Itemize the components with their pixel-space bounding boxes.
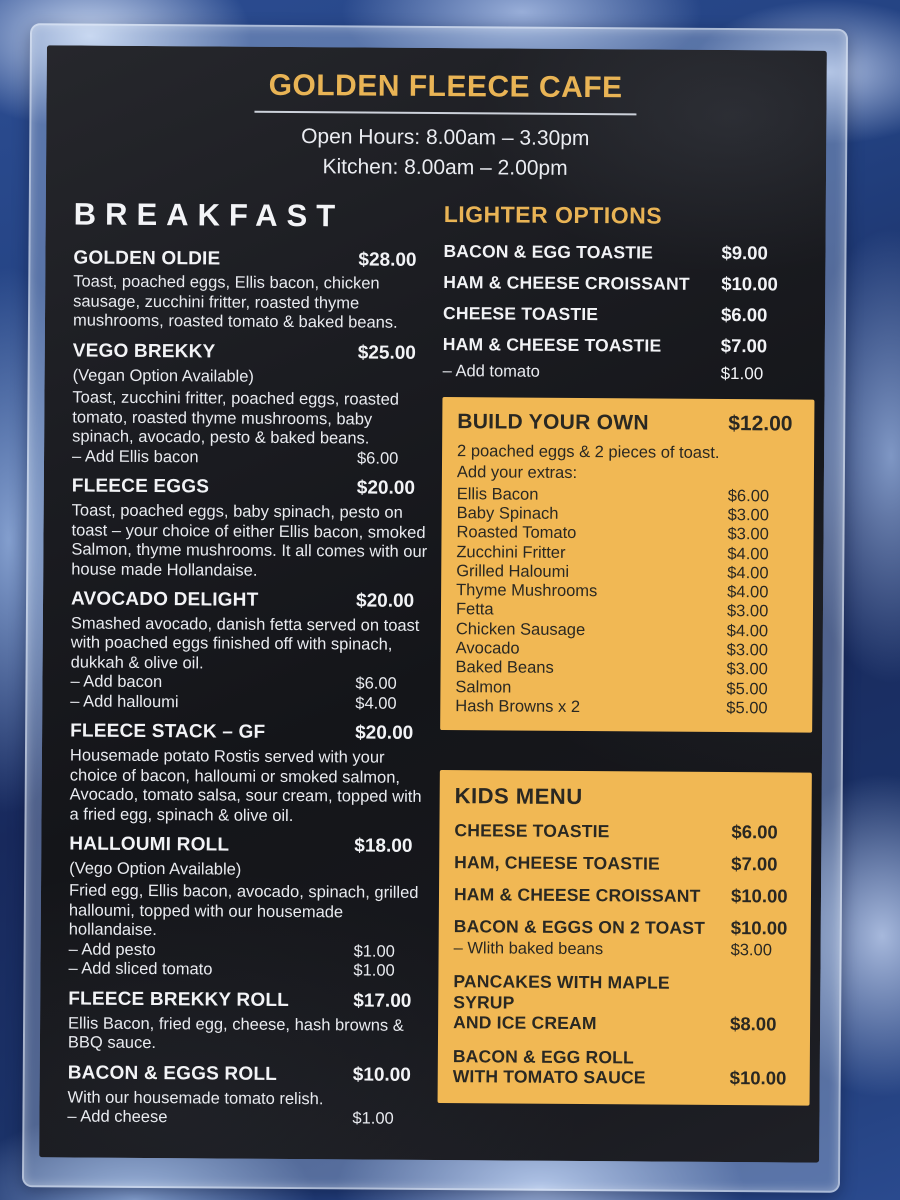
build-your-own-box xyxy=(440,397,814,733)
item-description: Smashed avocado, danish fetta served on toast with poached eggs finished off with spinach, dukkah & olive oil. xyxy=(70,614,420,673)
addon-label: – Add bacon xyxy=(70,672,163,692)
item-name: FLEECE EGGS xyxy=(71,475,210,498)
extra-price: $3.00 xyxy=(726,641,769,660)
item-name: HAM & CHEESE TOASTIE xyxy=(442,333,662,356)
item-name: HAM, CHEESE TOASTIE xyxy=(454,852,661,874)
menu-columns xyxy=(67,194,816,1141)
addon-label: – Add tomato xyxy=(442,361,540,381)
extra-name: Salmon xyxy=(455,677,512,697)
item-row xyxy=(72,476,432,501)
addon-price: $6.00 xyxy=(356,449,399,468)
extra-name: Baked Beans xyxy=(455,658,554,678)
item-note: (Vegan Option Available) xyxy=(72,366,255,386)
extra-row xyxy=(456,581,803,603)
item-name: HAM & CHEESE CROISSANT xyxy=(453,884,701,907)
item-name: GOLDEN OLDIE xyxy=(73,247,221,270)
extras-list xyxy=(455,485,804,719)
item-price: $28.00 xyxy=(358,249,417,271)
build-your-own-heading: BUILD YOUR OWN xyxy=(457,409,650,435)
kids-item xyxy=(454,883,801,907)
extra-row xyxy=(456,523,803,545)
extra-price: $4.00 xyxy=(727,544,769,563)
extra-price: $5.00 xyxy=(726,679,768,698)
kids-menu-heading: KIDS MENU xyxy=(454,783,583,810)
kids-menu-box xyxy=(438,770,812,1105)
extra-name: Chicken Sausage xyxy=(455,619,586,639)
item-price: $18.00 xyxy=(354,835,413,857)
item-row xyxy=(68,988,428,1013)
item-addon xyxy=(70,692,430,714)
extra-name: Avocado xyxy=(455,639,520,658)
lighter-item xyxy=(443,333,815,358)
item-name: CHEESE TOASTIE xyxy=(454,820,610,842)
lighter-item xyxy=(443,271,815,296)
kids-item xyxy=(454,915,801,939)
item-price: $8.00 xyxy=(730,1012,777,1035)
addon-price: $4.00 xyxy=(355,694,397,713)
item-name: VEGO BREKKY xyxy=(72,340,216,363)
menu-item-golden-oldie xyxy=(73,247,434,334)
item-addon xyxy=(72,447,432,469)
item-addon xyxy=(67,1107,427,1129)
item-description: Ellis Bacon, fried egg, cheese, hash browns & BBQ sauce. xyxy=(67,1014,404,1053)
item-row xyxy=(69,834,429,859)
menu-item-vego-brekky xyxy=(72,340,433,469)
item-name: HALLOUMI ROLL xyxy=(69,833,230,856)
extra-price: $5.00 xyxy=(726,698,768,718)
lighter-options-section xyxy=(443,201,816,385)
extra-name: Hash Browns x 2 xyxy=(455,697,581,716)
addon-label: – Add halloumi xyxy=(70,692,179,712)
extra-name: Ellis Bacon xyxy=(456,484,539,504)
item-price: $10.00 xyxy=(730,917,788,939)
addon-label: – Wlith baked beans xyxy=(453,939,604,959)
addon-price: $1.00 xyxy=(720,363,764,383)
item-price: $10.00 xyxy=(729,1066,787,1089)
item-name: BACON & EGGS ON 2 TOAST xyxy=(453,916,706,939)
item-price: $6.00 xyxy=(720,303,768,325)
extra-row xyxy=(457,504,804,526)
extra-price: $3.00 xyxy=(727,525,769,544)
item-name: BACON & EGG TOASTIE xyxy=(443,240,654,263)
item-addon xyxy=(69,940,429,962)
open-hours: Open Hours: 8.00am – 3.30pm xyxy=(301,125,590,151)
extra-row xyxy=(456,543,803,565)
extra-price: $4.00 xyxy=(726,621,769,641)
extra-row xyxy=(456,620,803,642)
addon-price: $3.00 xyxy=(730,941,772,960)
lighter-item xyxy=(443,302,815,327)
item-name: HAM & CHEESE CROISSANT xyxy=(443,271,690,294)
extra-price: $3.00 xyxy=(726,660,768,679)
extra-row xyxy=(455,697,802,719)
extra-row xyxy=(456,601,803,623)
kids-item xyxy=(454,851,801,875)
menu-item-fleece-brekky-roll xyxy=(68,988,428,1055)
title-underline xyxy=(254,111,636,116)
cafe-title: GOLDEN FLEECE CAFE xyxy=(268,68,623,105)
item-price: $17.00 xyxy=(353,990,412,1012)
item-price: $25.00 xyxy=(357,342,416,364)
item-description: Toast, poached eggs, Ellis bacon, chicken sausage, zucchini fritter, roasted thyme mushrooms, roasted tomato & baked beans. xyxy=(72,272,398,333)
addon-price: $1.00 xyxy=(353,961,395,981)
menu-item-fleece-stack xyxy=(69,721,430,827)
lighter-item xyxy=(443,240,815,265)
item-row xyxy=(73,340,433,365)
menu-item-fleece-eggs xyxy=(71,476,432,582)
kids-item-addon xyxy=(454,939,801,960)
extra-price: $4.00 xyxy=(727,583,769,602)
item-name: PANCAKES WITH MAPLE SYRUP AND ICE CREAM xyxy=(453,971,670,1034)
item-name: CHEESE TOASTIE xyxy=(442,302,599,324)
addon-price: $1.00 xyxy=(353,942,395,961)
item-price: $9.00 xyxy=(721,241,768,263)
item-description: Toast, zucchini fritter, poached eggs, roasted tomato, roasted thyme mushrooms, baby spinach, avocado, pesto & baked beans. xyxy=(72,388,400,448)
extra-row xyxy=(457,485,804,507)
item-row xyxy=(73,247,433,272)
right-column xyxy=(437,197,816,1141)
item-name: BACON & EGG ROLL WITH TOMATO SAUCE xyxy=(452,1045,646,1088)
build-your-own-price: $12.00 xyxy=(728,411,793,436)
extra-name: Baby Spinach xyxy=(456,504,559,523)
addon-label: – Add pesto xyxy=(68,940,156,959)
kitchen-hours: Kitchen: 8.00am – 2.00pm xyxy=(322,155,568,180)
menu-item-halloumi-roll xyxy=(68,834,429,982)
kids-item xyxy=(454,819,801,843)
extra-price: $3.00 xyxy=(726,602,769,621)
kids-item xyxy=(453,971,800,1035)
item-name: FLEECE BREKKY ROLL xyxy=(68,988,290,1011)
addon-price: $1.00 xyxy=(352,1109,394,1128)
menu-item-bacon-eggs-roll xyxy=(67,1062,427,1129)
breakfast-heading: BREAKFAST xyxy=(73,196,345,233)
extra-price: $4.00 xyxy=(727,563,769,583)
breakfast-section xyxy=(67,194,434,1138)
extra-row xyxy=(456,658,803,680)
extra-name: Grilled Haloumi xyxy=(456,561,570,581)
menu-item-avocado-delight xyxy=(70,588,431,714)
item-row xyxy=(68,1062,428,1087)
extra-name: Fetta xyxy=(455,600,494,619)
item-price: $7.00 xyxy=(720,334,768,356)
item-price: $20.00 xyxy=(356,477,416,500)
item-name: AVOCADO DELIGHT xyxy=(70,588,259,611)
addon-label: – Add cheese xyxy=(67,1107,168,1127)
extra-row xyxy=(456,639,803,661)
extra-price: $6.00 xyxy=(727,486,770,505)
item-description: Housemade potato Rostis served with your choice of bacon, halloumi or smoked salmon, Avocado, tomato salsa, sour cream, topped with a fried egg, spinach & olive oil. xyxy=(69,746,422,825)
item-addon xyxy=(70,673,430,695)
item-price: $20.00 xyxy=(355,590,415,612)
addon-label: – Add sliced tomato xyxy=(68,959,213,979)
kids-item xyxy=(453,1046,800,1089)
lighter-options-heading: LIGHTER OPTIONS xyxy=(443,200,663,229)
item-price: $10.00 xyxy=(352,1064,411,1086)
item-name: FLEECE STACK – GF xyxy=(70,720,266,744)
extra-name: Roasted Tomato xyxy=(456,523,577,543)
extra-row xyxy=(455,678,802,700)
extras-label: Add your extras: xyxy=(456,462,578,482)
item-row xyxy=(71,588,431,613)
addon-price: $6.00 xyxy=(355,674,397,694)
extra-price: $3.00 xyxy=(727,505,770,525)
item-note: (Vego Option Available) xyxy=(69,859,242,879)
addon-label: – Add Ellis bacon xyxy=(71,447,199,467)
item-description: With our housemade tomato relish. xyxy=(67,1087,324,1108)
item-name: BACON & EGGS ROLL xyxy=(67,1062,278,1085)
item-description: Toast, poached eggs, baby spinach, pesto on toast – your choice of either Ellis bacon, smoked Salmon, thyme mushrooms. It all comes with our house made Hollandaise. xyxy=(71,501,428,580)
item-addon xyxy=(68,960,428,982)
item-price: $7.00 xyxy=(731,853,778,875)
item-price: $10.00 xyxy=(721,272,778,295)
item-price: $20.00 xyxy=(355,722,414,745)
build-your-own-intro: 2 poached eggs & 2 pieces of toast. xyxy=(457,441,720,462)
box-title-row xyxy=(457,410,804,436)
extra-name: Thyme Mushrooms xyxy=(456,581,598,601)
item-row xyxy=(70,721,430,746)
menu-card xyxy=(39,45,827,1162)
extra-row xyxy=(456,562,803,584)
menu-header xyxy=(74,67,817,185)
lighter-addon xyxy=(443,362,815,385)
item-description: Fried egg, Ellis bacon, avocado, spinach, grilled halloumi, topped with our housemade hollandaise. xyxy=(68,881,419,940)
item-price: $6.00 xyxy=(731,821,778,843)
laminate-sleeve xyxy=(22,23,848,1193)
item-price: $10.00 xyxy=(730,885,788,907)
extra-name: Zucchini Fritter xyxy=(456,542,566,562)
